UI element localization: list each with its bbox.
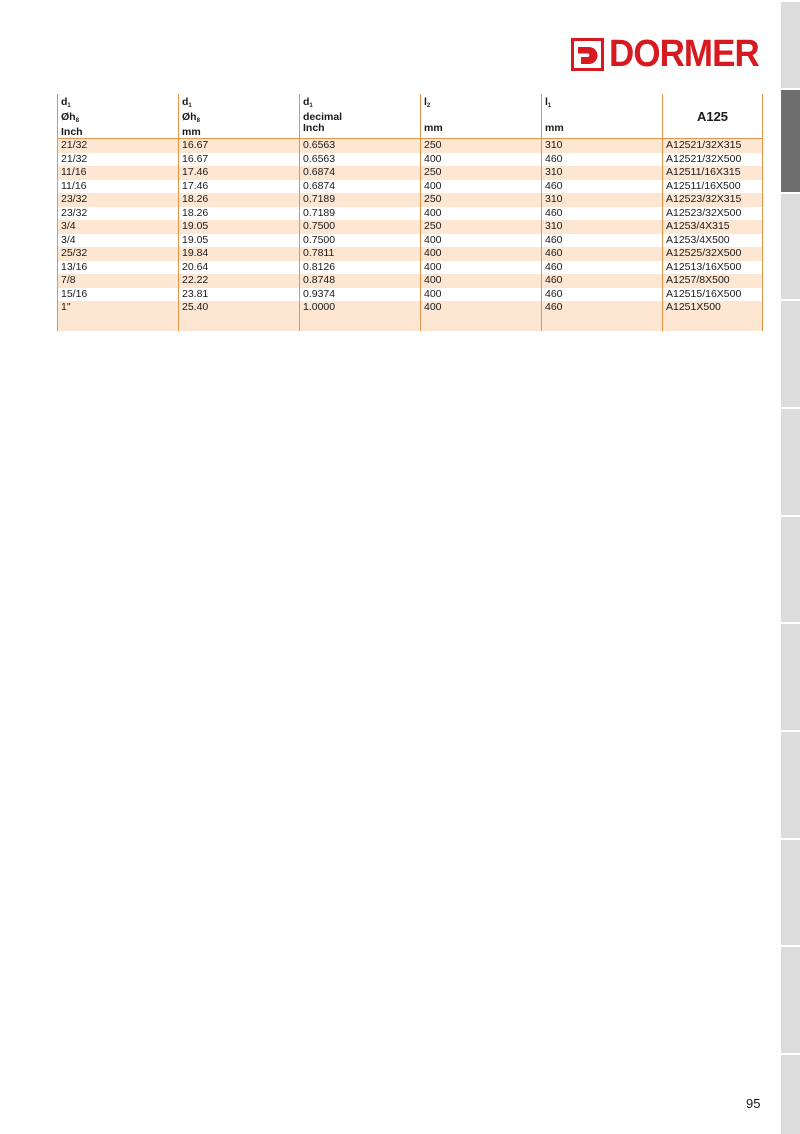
page-number: 95 [746,1096,761,1111]
table-row [58,288,763,302]
cell-l1: 310 [542,166,663,180]
table-row [58,220,763,234]
cell-d1-inch: 1" [58,301,179,315]
side-tab[interactable] [781,945,800,1055]
side-tab[interactable] [781,407,800,517]
table-row [58,193,763,207]
table-row [58,166,763,180]
cell-d1-inch: 23/32 [58,193,179,207]
product-table [57,94,763,331]
cell-d1-decimal: 0.6874 [300,180,421,194]
cell-l1: 310 [542,193,663,207]
table-row [58,247,763,261]
cell-d1-mm: 20.64 [179,261,300,275]
cell-d1-mm: 23.81 [179,288,300,302]
cell-product-code: A12525/32X500 [663,247,763,261]
table-row [58,207,763,221]
cell-d1-mm: 16.67 [179,139,300,153]
empty-cell [300,315,421,331]
cell-d1-mm: 22.22 [179,274,300,288]
cell-d1-decimal: 0.8748 [300,274,421,288]
cell-product-code: A12511/16X315 [663,166,763,180]
cell-d1-inch: 11/16 [58,166,179,180]
side-tab[interactable] [781,838,800,947]
cell-product-code: A1253/4X315 [663,220,763,234]
side-tab[interactable] [781,730,800,840]
cell-product-code: A1257/8X500 [663,274,763,288]
side-tab[interactable] [781,622,800,732]
cell-d1-inch: 3/4 [58,234,179,248]
cell-l2: 250 [421,166,542,180]
cell-l1: 460 [542,153,663,167]
side-tab[interactable] [781,1053,800,1134]
side-tab-active[interactable] [781,88,800,194]
cell-d1-inch: 7/8 [58,274,179,288]
cell-product-code: A12515/16X500 [663,288,763,302]
cell-l2: 400 [421,247,542,261]
cell-d1-decimal: 0.7811 [300,247,421,261]
cell-l1: 460 [542,274,663,288]
cell-l2: 400 [421,261,542,275]
cell-d1-inch: 11/16 [58,180,179,194]
cell-l1: 460 [542,234,663,248]
cell-d1-mm: 18.26 [179,207,300,221]
cell-l1: 460 [542,180,663,194]
cell-product-code: A12513/16X500 [663,261,763,275]
empty-cell [421,315,542,331]
cell-l2: 250 [421,220,542,234]
cell-d1-decimal: 0.9374 [300,288,421,302]
cell-d1-inch: 21/32 [58,139,179,153]
cell-d1-inch: 25/32 [58,247,179,261]
header-d1-mm: $d_1$ $Øh_8$ mm [179,94,300,139]
table-body [58,139,763,331]
cell-l1: 460 [542,207,663,221]
empty-cell [663,315,763,331]
table-row [58,274,763,288]
cell-d1-mm: 19.05 [179,234,300,248]
empty-cell [542,315,663,331]
header-l2: $l_2$ mm [421,94,542,139]
cell-d1-mm: 19.05 [179,220,300,234]
cell-d1-decimal: 0.7189 [300,193,421,207]
cell-l2: 400 [421,274,542,288]
header-product-code: A125 [663,94,763,139]
side-tab[interactable] [781,0,800,90]
cell-product-code: A12523/32X500 [663,207,763,221]
table-row [58,261,763,275]
cell-l1: 460 [542,261,663,275]
cell-l1: 460 [542,247,663,261]
dormer-swirl-icon [571,38,604,71]
cell-product-code: A12521/32X500 [663,153,763,167]
table-row [58,301,763,315]
cell-l2: 400 [421,301,542,315]
table-end-row [58,315,763,331]
side-tab[interactable] [781,299,800,409]
cell-d1-mm: 19.84 [179,247,300,261]
cell-l1: 310 [542,139,663,153]
cell-l1: 460 [542,301,663,315]
table-row [58,153,763,167]
header-l1: $l_1$ mm [542,94,663,139]
cell-d1-decimal: 1.0000 [300,301,421,315]
cell-l2: 400 [421,153,542,167]
side-tab[interactable] [781,192,800,301]
cell-d1-inch: 15/16 [58,288,179,302]
cell-l2: 250 [421,193,542,207]
cell-product-code: A12511/16X500 [663,180,763,194]
cell-l1: 310 [542,220,663,234]
cell-l2: 400 [421,288,542,302]
empty-cell [58,315,179,331]
cell-l2: 250 [421,139,542,153]
table-row [58,139,763,153]
empty-cell [179,315,300,331]
table-row [58,234,763,248]
cell-l2: 400 [421,234,542,248]
cell-d1-inch: 13/16 [58,261,179,275]
cell-product-code: A12521/32X315 [663,139,763,153]
cell-d1-decimal: 0.7500 [300,234,421,248]
cell-d1-mm: 18.26 [179,193,300,207]
table-row [58,180,763,194]
cell-product-code: A1253/4X500 [663,234,763,248]
cell-d1-decimal: 0.8126 [300,261,421,275]
header-d1-decimal: $d_1$ decimal Inch [300,94,421,139]
cell-d1-decimal: 0.7189 [300,207,421,221]
cell-l2: 400 [421,207,542,221]
cell-d1-mm: 17.46 [179,180,300,194]
side-tab[interactable] [781,515,800,624]
cell-d1-inch: 3/4 [58,220,179,234]
cell-product-code: A12523/32X315 [663,193,763,207]
cell-l1: 460 [542,288,663,302]
cell-product-code: A1251X500 [663,301,763,315]
cell-d1-inch: 21/32 [58,153,179,167]
cell-d1-mm: 16.67 [179,153,300,167]
cell-d1-decimal: 0.6563 [300,153,421,167]
cell-l2: 400 [421,180,542,194]
dormer-logo [571,33,772,75]
cell-d1-decimal: 0.6563 [300,139,421,153]
cell-d1-mm: 17.46 [179,166,300,180]
cell-d1-inch: 23/32 [58,207,179,221]
cell-d1-decimal: 0.6874 [300,166,421,180]
cell-d1-decimal: 0.7500 [300,220,421,234]
logo-text: DORMER [609,33,759,75]
side-tab-strip [781,0,800,1132]
cell-d1-mm: 25.40 [179,301,300,315]
header-row [58,94,763,139]
header-d1-inch: $d_1$ $Øh_8$ Inch [58,94,179,139]
